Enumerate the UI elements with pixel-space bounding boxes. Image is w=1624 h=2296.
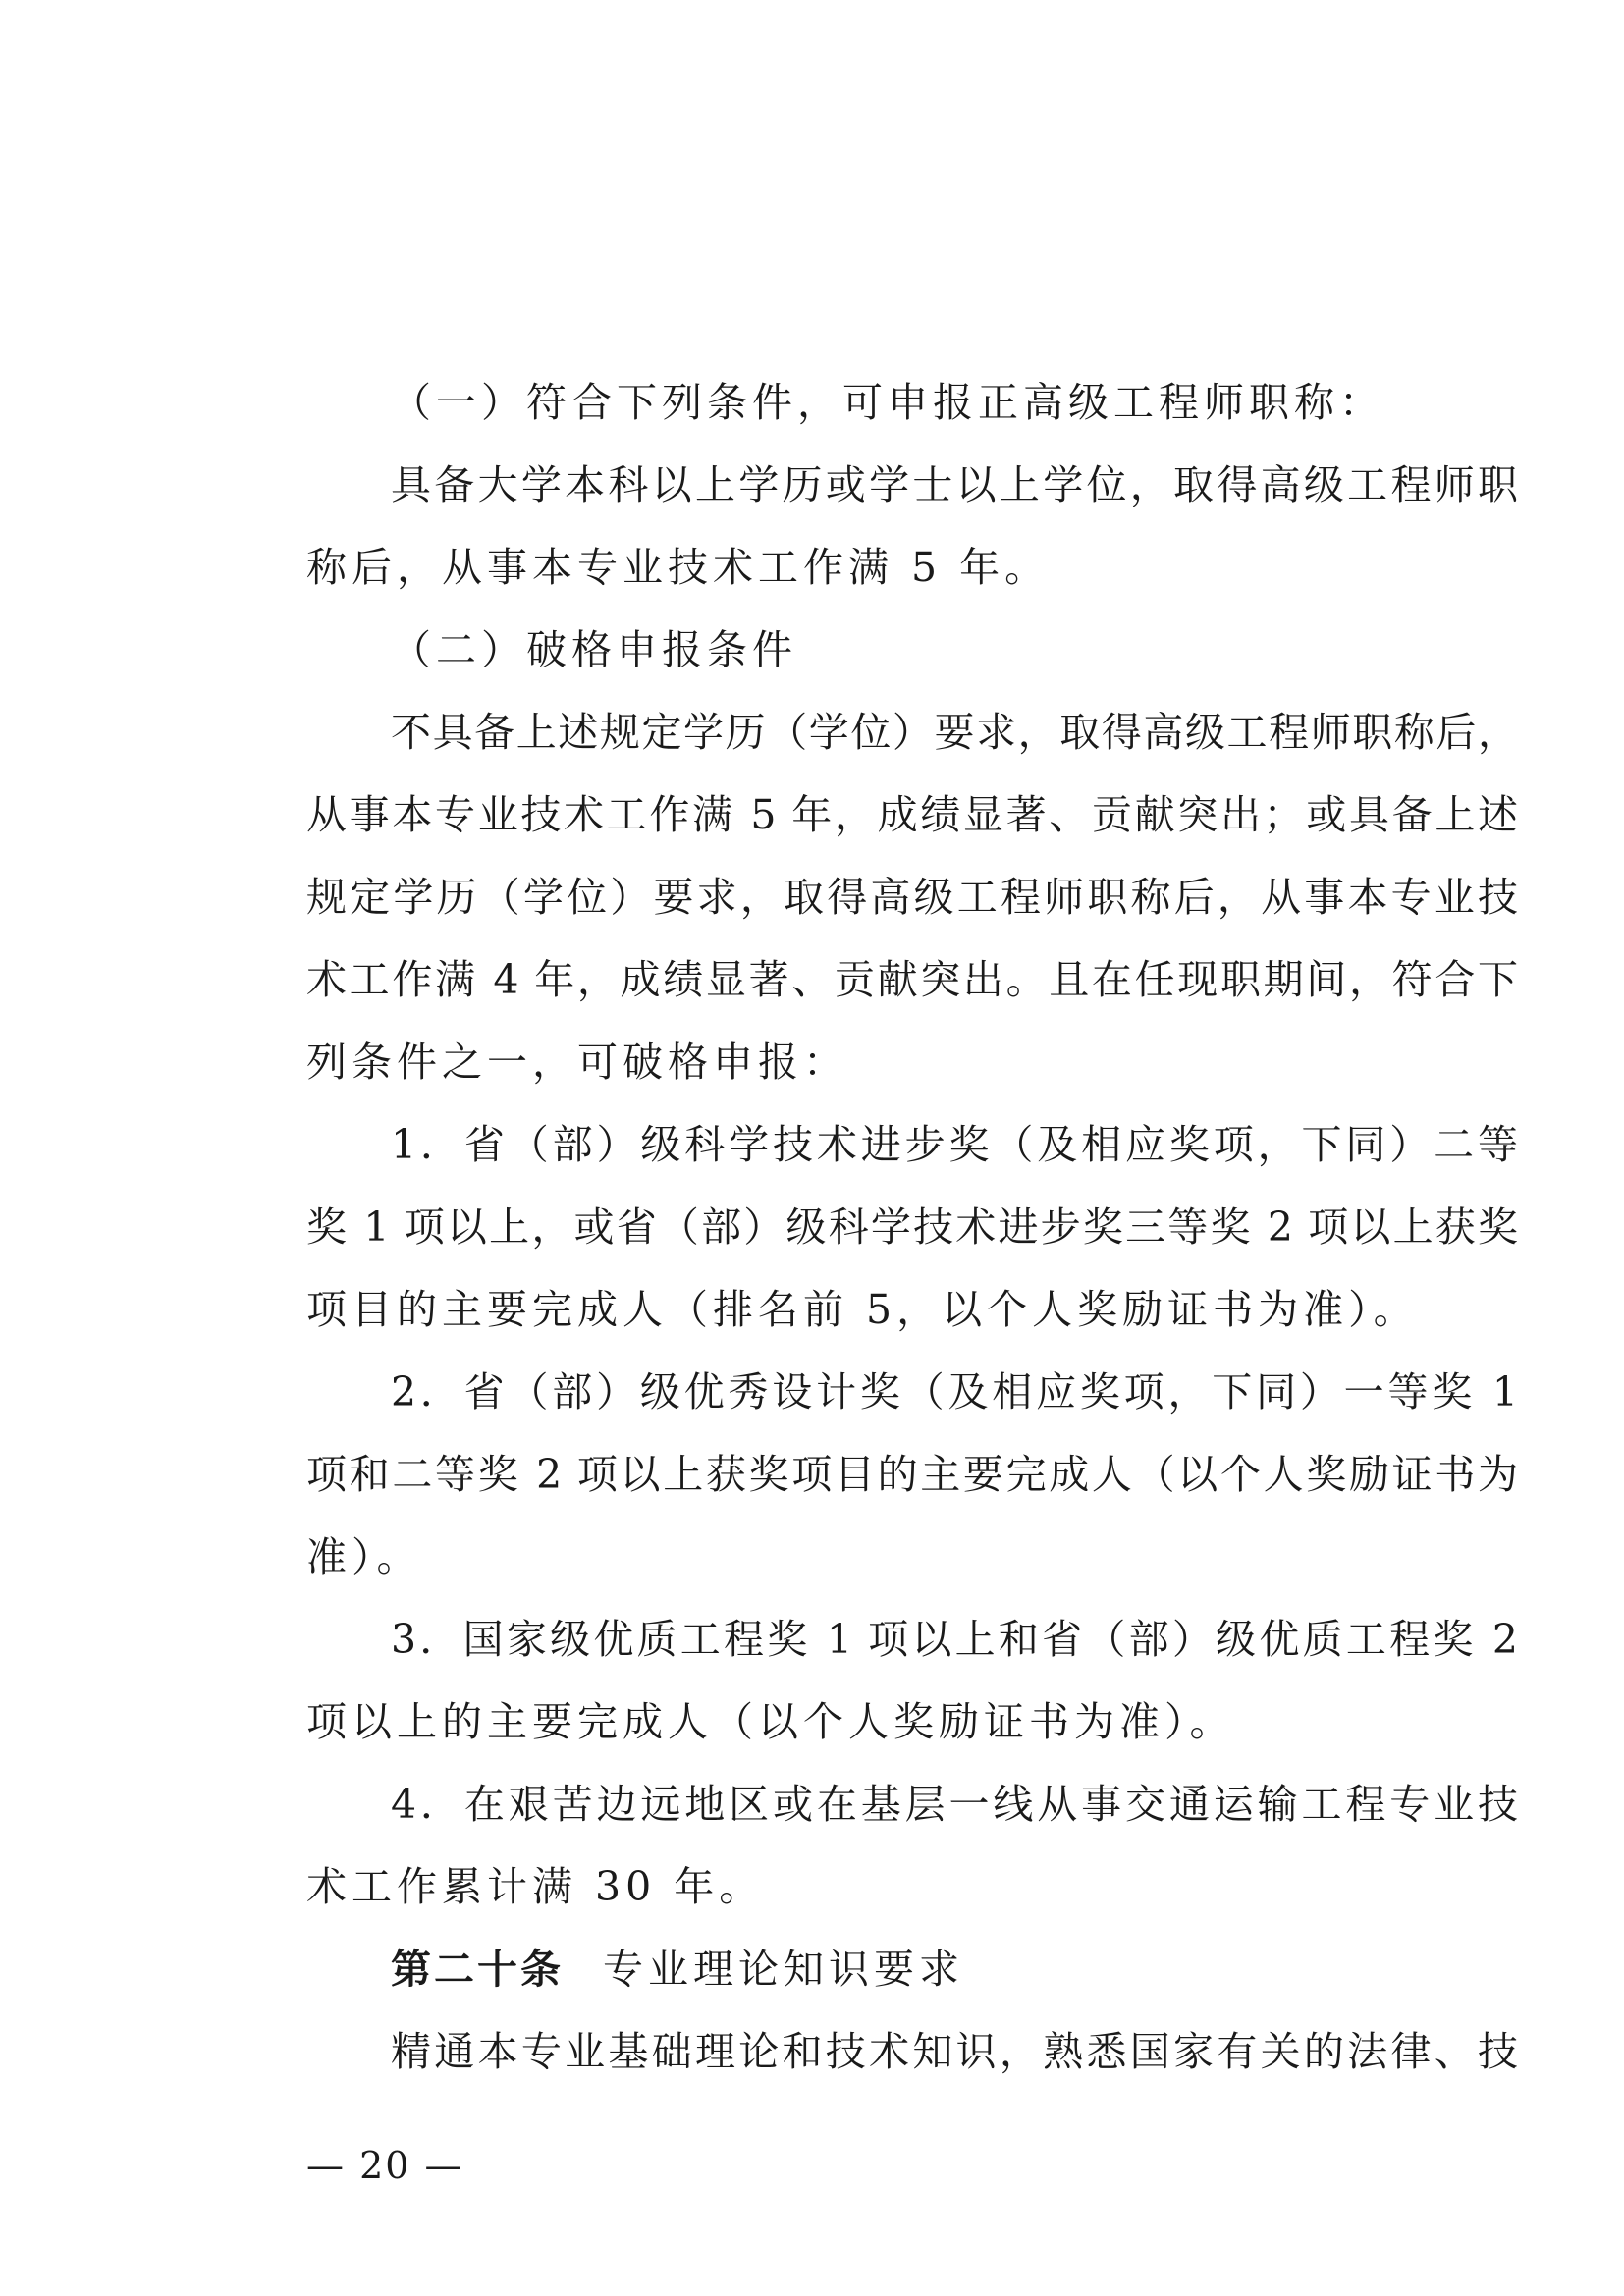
paragraph-line: 准）。 — [306, 1533, 422, 1580]
paragraph-line: 项以上的主要完成人（以个人奖励证书为准）。 — [306, 1698, 1235, 1745]
paragraph-line: 规定学历（学位）要求，取得高级工程师职称后，从事本专业技 — [306, 874, 1518, 921]
paragraph-line: 从事本专业技术工作满 5 年，成绩显著、贡献突出；或具备上述 — [306, 791, 1518, 838]
paragraph-line: 术工作累计满 30 年。 — [306, 1863, 765, 1910]
section-heading-1: （一）符合下列条件，可申报正高级工程师职称： — [391, 379, 1384, 426]
list-item-3: 3．国家级优质工程奖 1 项以上和省（部）级优质工程奖 2 — [391, 1616, 1518, 1663]
paragraph-line: 项和二等奖 2 项以上获奖项目的主要完成人（以个人奖励证书为 — [306, 1451, 1518, 1498]
paragraph-line: 奖 1 项以上，或省（部）级科学技术进步奖三等奖 2 项以上获奖 — [306, 1203, 1518, 1251]
section-heading-2: （二）破格申报条件 — [391, 626, 797, 673]
paragraph-line: 具备大学本科以上学历或学士以上学位，取得高级工程师职 — [391, 461, 1518, 508]
paragraph-line: 称后，从事本专业技术工作满 5 年。 — [306, 544, 1051, 591]
paragraph-line: 术工作满 4 年，成绩显著、贡献突出。且在任现职期间，符合下 — [306, 956, 1518, 1003]
list-item-4: 4．在艰苦边远地区或在基层一线从事交通运输工程专业技 — [391, 1781, 1518, 1828]
article-heading — [306, 1928, 1518, 2010]
paragraph-line: 列条件之一，可破格申报： — [306, 1039, 848, 1086]
document-body — [306, 361, 1518, 2093]
list-item-2: 2．省（部）级优秀设计奖（及相应奖项，下同）一等奖 1 — [391, 1368, 1518, 1415]
article-number: 第二十条 — [391, 1946, 564, 1993]
article-topic: 专业理论知识要求 — [603, 1946, 964, 1993]
list-item-1: 1．省（部）级科学技术进步奖（及相应奖项，下同）二等 — [391, 1121, 1518, 1168]
page-number: — 20 — — [306, 2144, 464, 2187]
paragraph-line: 项目的主要完成人（排名前 5，以个人奖励证书为准）。 — [306, 1286, 1419, 1333]
paragraph-line: 精通本专业基础理论和技术知识，熟悉国家有关的法律、技 — [391, 2028, 1518, 2075]
paragraph-line: 不具备上述规定学历（学位）要求，取得高级工程师职称后， — [391, 709, 1518, 756]
